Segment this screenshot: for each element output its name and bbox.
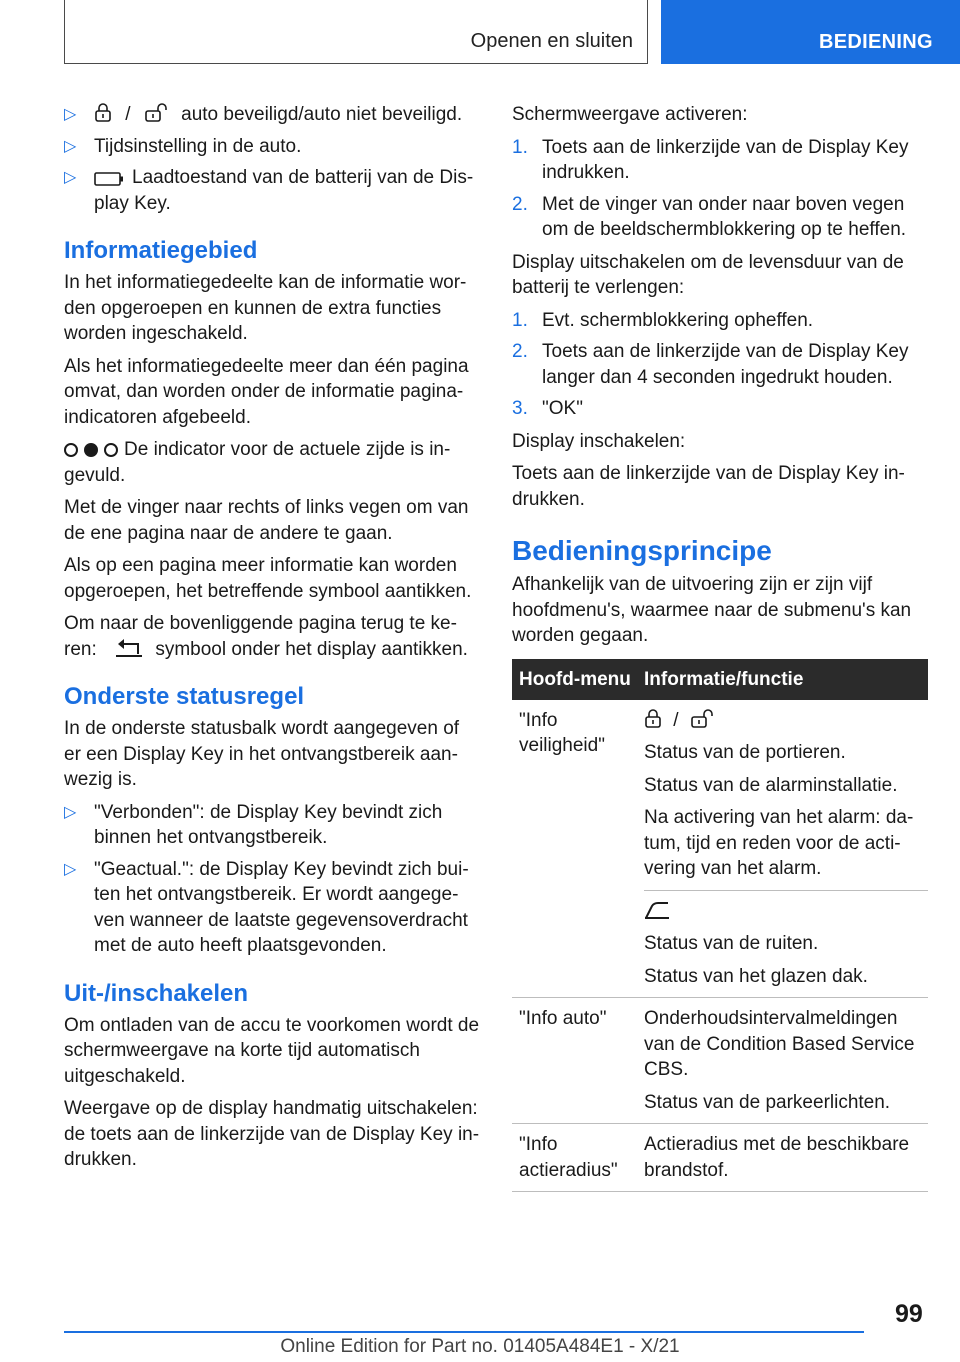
paragraph: Weergave op de display handmatig uitschakelen: de toets aan de linkerzijde van de Display Key in-drukken. [64,1098,480,1170]
bullet-text: "Geactual.": de Display Key bevindt zich bui-ten het ontvangstbereik. Er wordt aangege-ven wanneer de laatste gegevensoverdracht met de auto heeft plaatsgevonden. [94,858,469,956]
cell-text: Status van de ruiten. [644,933,819,954]
table-cell-menu: "Info auto" [512,998,637,1124]
paragraph: Als op een pagina meer informatie kan worden opgeroepen, het betreffende symbool aantikken. [64,555,472,602]
list-item [512,135,932,186]
left-column [64,102,480,1180]
paragraph: Met de vinger naar rechts of links vegen om van de ene pagina naar de andere te gaan. [64,497,469,544]
car-window-icon [644,900,670,920]
heading-schakelen: Uit-/inschakelen [64,979,249,1007]
step-number: 2. [512,193,528,215]
cell-text: Status van de portieren. [644,742,846,763]
table-cell-menu: "Info actieradius" [512,1124,637,1192]
steps-activate [512,135,932,243]
triangle-bullet-icon: ▷ [64,106,77,123]
paragraph: Toets aan de linkerzijde van de Display Key in-drukken. [512,463,905,510]
header-section-box [64,0,648,64]
paragraph: Schermweergave activeren: [512,104,748,125]
step-number: 2. [512,341,528,362]
paragraph-text: Om naar de bovenliggende pagina terug te ke-ren: [64,613,457,660]
step-text: Toets aan de linkerzijde van de Display Key langer dan 4 seconden ingedrukt houden. [542,341,909,388]
menu-table [512,659,928,1193]
heading-bedieningsprincipe: Bedieningsprincipe [512,535,772,566]
cell-text: Onderhoudsintervalmeldingen van de Condition Based Service CBS. [644,1008,915,1080]
cell-text: Status van het glazen dak. [644,965,868,987]
step-text: Toets aan de linkerzijde van de Display Key indrukken. [542,136,909,183]
paragraph-text: symbool onder het display aantikken. [155,638,468,660]
bullet-list-status [64,800,480,959]
cell-text: Status van de alarminstallatie. [644,774,898,796]
footer-divider [64,1331,864,1333]
bullet-text: "Verbonden": de Display Key bevindt zich binnen het ontvangstbereik. [94,801,443,848]
triangle-bullet-icon: ▷ [64,137,77,155]
step-number: 1. [512,136,528,158]
back-arrow-icon [116,638,142,658]
paragraph-text: De indicator voor de actuele zijde is in-gevuld. [64,439,451,486]
cell-text: Status van de parkeerlichten. [644,1091,891,1113]
table-cell-info [637,998,928,1124]
steps-switch-off [512,308,932,422]
heading-statusregel: Onderste statusregel [64,683,305,710]
paragraph: In de onderste statusbalk wordt aangegeven of er een Display Key in het ontvangstbereik aan-wezig is. [64,718,460,790]
step-text: "OK" [542,398,583,419]
table-cell-menu: "Info veiligheid" [512,700,637,998]
table-subcell [644,708,928,891]
table-cell-info [637,700,928,998]
table-row [512,700,928,998]
list-item [512,339,932,390]
table-header-info: Informatie/functie [637,659,928,700]
list-item [64,857,480,959]
step-number: 3. [512,398,528,419]
paragraph: In het informatiegedeelte kan de informatie wor-den opgeroepen en kunnen de extra functies worden ingeschakeld. [64,272,467,344]
paragraph: Display uitschakelen om de levensduur van de batterij te verlengen: [512,251,904,298]
bullet-list-top [64,102,480,216]
cell-text: Na activering van het alarm: da-tum, tijd en reden voor de acti-vering van het alarm. [644,807,914,879]
heading-informatiegebied: Informatiegebied [64,237,258,264]
paragraph-back [64,611,480,662]
window-icon-line [644,899,922,925]
lock-open-icon [144,103,168,123]
list-item [512,396,932,422]
list-item [64,134,480,160]
triangle-bullet-icon: ▷ [64,860,77,878]
list-item [64,800,480,851]
table-row [512,998,928,1124]
header-chapter-tab [661,0,960,64]
header-chapter-title: BEDIENING [819,31,933,53]
triangle-bullet-icon: ▷ [64,169,77,186]
list-item [512,192,932,243]
slash-separator: / [673,709,679,731]
step-number: 1. [512,309,528,331]
battery-icon [94,172,124,186]
slash-separator: / [125,104,131,125]
footer-edition: Online Edition for Part no. 01405A484E1 - X/21 [280,1336,680,1357]
right-column [512,102,932,1192]
header-section-title: Openen en sluiten [470,30,633,52]
list-item [512,308,932,334]
bullet-text: Laadtoestand van de batterij van de Dis-play Key. [94,167,474,214]
triangle-bullet-icon: ▷ [64,803,77,821]
paragraph: Om ontladen van de accu te voorkomen wordt de schermweergave na korte tijd automatisch uitgeschakeld. [64,1014,480,1087]
page-number: 99 [895,1300,923,1328]
cell-text: Actieradius met de beschikbare brandstof. [644,1134,910,1181]
lock-closed-icon [94,103,112,123]
paragraph-indicator [64,437,480,488]
table-header-menu: Hoofd-menu [512,659,637,700]
paragraph: Als het informatiegedeelte meer dan één pagina omvat, dan worden onder de informatie pagina-indicatoren afgebeeld. [64,355,469,428]
table-cell-info [637,1124,928,1192]
paragraph: Display inschakelen: [512,430,686,452]
table-subcell [644,899,922,990]
lock-closed-icon [644,709,662,729]
page-indicator-icon [64,443,118,457]
bullet-text: Tijdsinstelling in de auto. [94,135,302,157]
lock-open-icon [690,709,714,729]
list-item [64,165,480,216]
paragraph: Afhankelijk van de uitvoering zijn er zijn vijf hoofdmenu's, waarmee naar de submenu's kan worden gegaan. [512,574,912,646]
lock-icons-line [644,708,928,734]
bullet-text: auto beveiligd/auto niet beveiligd. [181,104,463,125]
step-text: Met de vinger van onder naar boven vegen om de beeldschermblokkering op te heffen. [542,193,907,240]
step-text: Evt. schermblokkering opheffen. [542,309,814,331]
list-item [64,102,480,128]
table-row [512,1124,928,1192]
